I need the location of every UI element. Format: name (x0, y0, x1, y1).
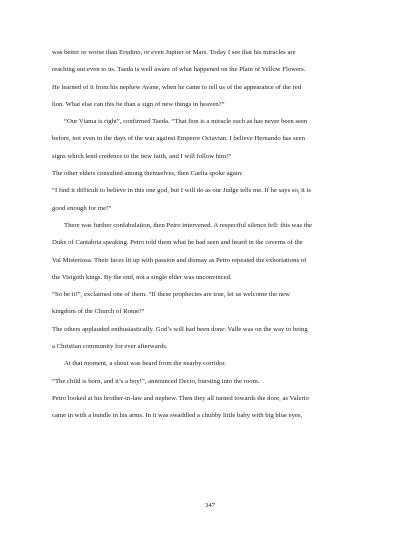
text-line: signs which lend credence to the new faith, and I will follow him!” (52, 152, 232, 160)
text-line: before, not even in the days of the war against Emperor Octavian. I believe Hernando has seen (52, 135, 305, 143)
text-line: At that moment, a shout was heard from the nearby corridor. (64, 360, 226, 368)
text-line: “I find it difficult to believe in this one god, but I will do as our Judge tells me. If he says so, it is (52, 187, 311, 195)
page-number: 347 (204, 502, 216, 509)
text-line: came in with a bundle in his arms. In it was swaddled a chubby little baby with big blue eyes, (52, 412, 303, 420)
text-line: a Christian community for ever afterwards. (52, 343, 168, 351)
text-line: reaching out even to us. Taeda is well aware of what happened on the Plain of Yellow Flowers. (52, 66, 306, 74)
text-line: “The child is born, and it’s a boy!”, announced Decio, bursting into the room. (52, 377, 260, 385)
body-text (52, 44, 372, 425)
text-line: Val Misteriosa. Their faces lit up with passion and dismay as Petro repeated the exhortations of (52, 256, 307, 264)
text-line: The other elders consulted among themselves, then Caelia spoke again: (52, 170, 243, 178)
text-line: He learned of it from his nephew Avane, when he came to tell us of the appearance of the red (52, 83, 302, 91)
text-line: There was further confabulation, then Petro intervened. A respectful silence fell: this was the (64, 221, 312, 229)
text-line: the Visigoth kings. By the end, not a single elder was unconvinced. (52, 273, 232, 281)
text-line: “So be it!”, exclaimed one of them. “If these prophecies are true, let us welcome the new (52, 291, 290, 299)
text-line: lion. What else can this be than a sign of new things in heaven?” (52, 100, 225, 108)
text-line: kingdom of the Church of Rome!” (52, 308, 145, 316)
text-line: Petro looked at his brother-in-law and nephew. Then they all turned towards the door, as Valerio (52, 394, 309, 402)
text-line: “Our Viama is right”, confirmed Taeda. “That lion is a miracle such as has never been seen (64, 118, 308, 126)
text-line: The others applauded enthusiastically. God’s will had been done: Valle was on the way to being (52, 325, 308, 333)
text-line: Duke of Cantabria speaking. Petro told them what he had seen and heard in the caverns of the (52, 239, 303, 247)
text-line: was better or worse than Erudino, or even Jupiter or Mars. Today I see that his miracles are (52, 49, 296, 56)
text-line: good enough for me!” (52, 204, 112, 212)
